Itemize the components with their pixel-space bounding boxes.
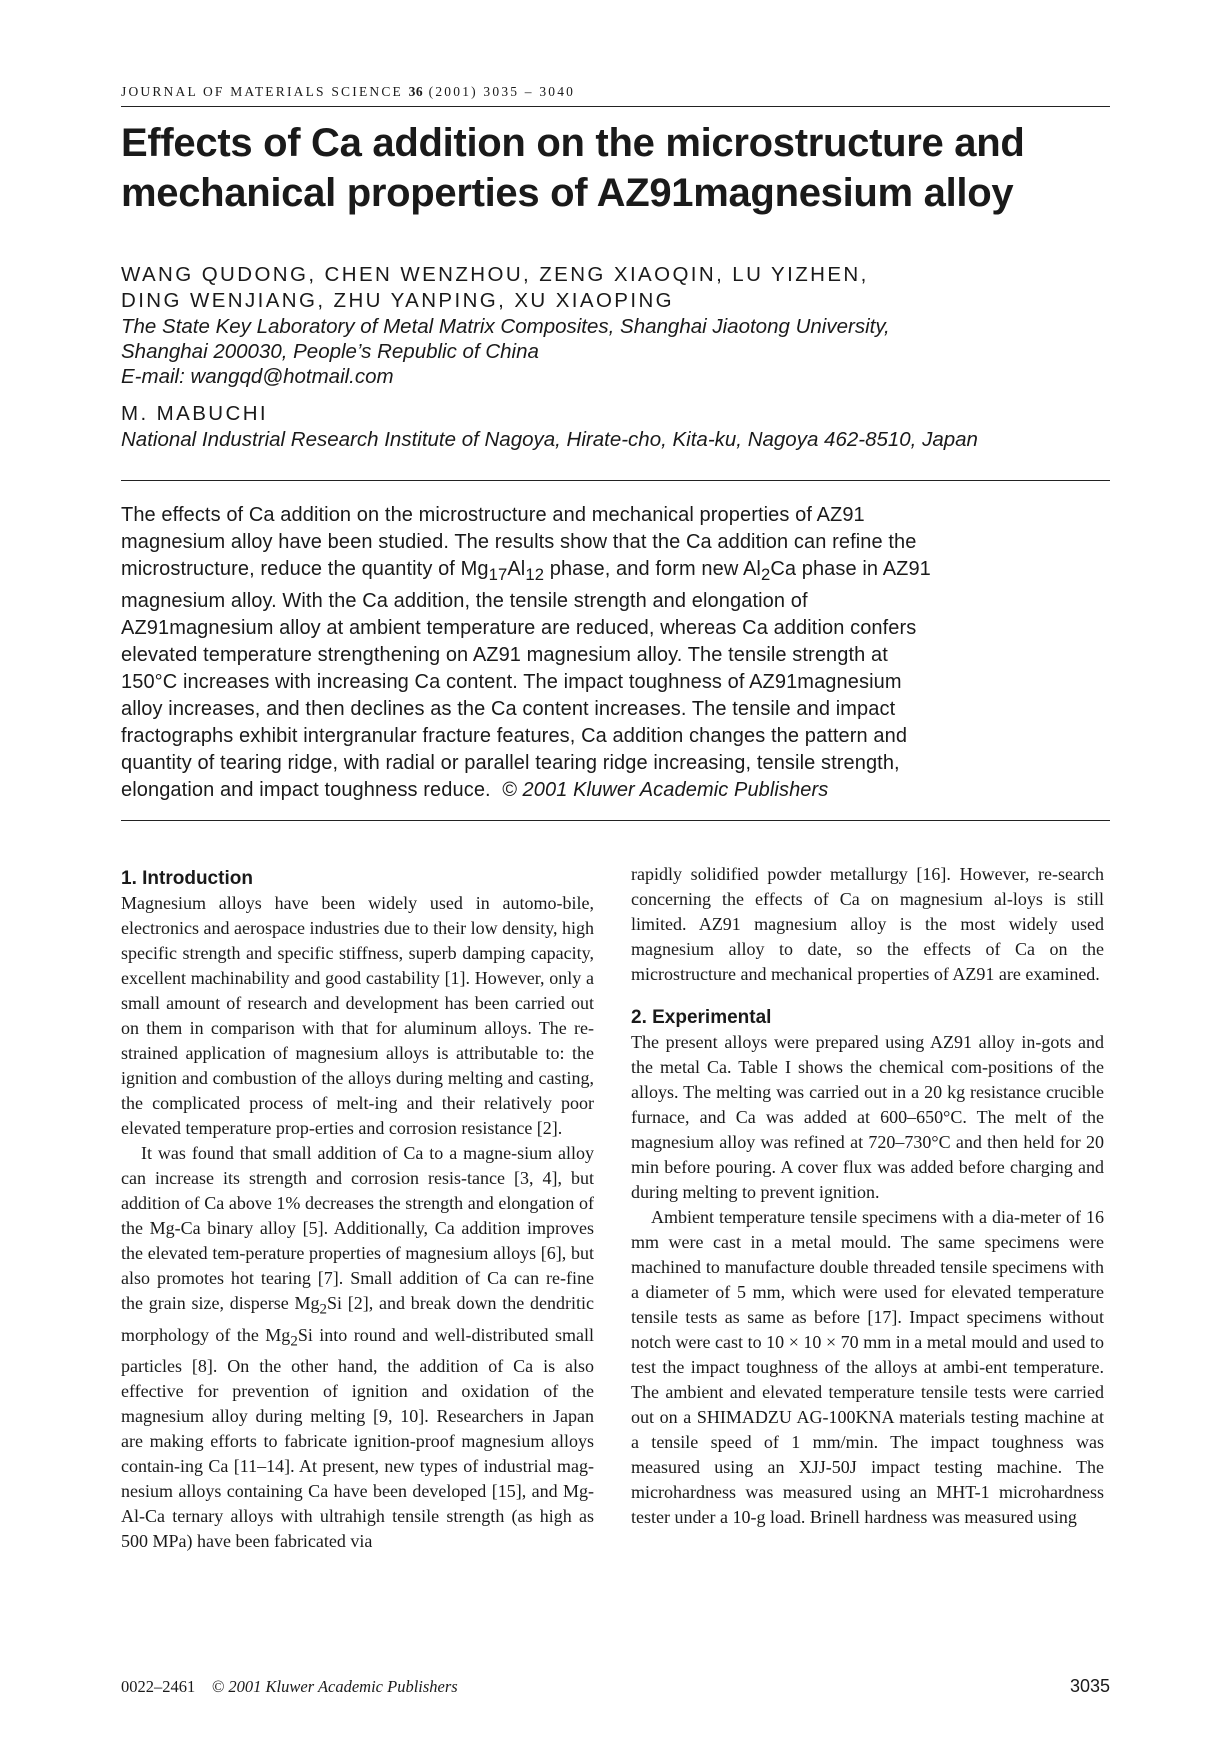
abstract-bottom-divider [121,820,1110,821]
section-heading-experimental: 2. Experimental [631,1007,772,1028]
abstract-line: magnesium alloy. With the Ca addition, the tensile strength and elongation of [121,590,808,612]
journal-volume: 36 [408,84,424,99]
abstract-top-divider [121,480,1110,481]
abstract-line: quantity of tearing ridge, with radial or parallel tearing ridge increasing, tensile strength, [121,752,900,774]
affiliation-line: The State Key Laboratory of Metal Matrix Composites, Shanghai Jiaotong University, [121,315,890,338]
body-paragraph: It was found that small addition of Ca to a magne-sium alloy can increase its strength and corrosion resis-tance [3, 4], but addition of Ca above 1% decreases the strength and elongation of the Mg-Ca binary alloy [5]. Additionally, Ca addition improves the elevated tem-perature properties of magnesium alloys [6], but also promotes hot tearing [7]. Small addition of Ca can re-fine the grain size, disperse $Mg_2Si$ [2], and break down the dendritic morphology of the $Mg_2Si$ into round and well-distributed small particles [8]. On the other hand, the addition of Ca is also effective for prevention of ignition and oxidation of the magnesium alloy during melting [9, 10]. Researchers in Japan are making efforts to fabricate ignition-proof magnesium alloys contain-ing Ca [11–14]. At present, new types of industrial mag-nesium alloys containing Ca have been developed [15], and Mg-Al-Ca ternary alloys with ultrahigh tensile strength (as high as 500 MPa) have been fabricated via [121,1143,594,1552]
section-heading-introduction: 1. Introduction [121,868,253,889]
body-paragraph: The present alloys were prepared using AZ91 alloy in-gots and the metal Ca. Table I shows the chemical com-positions of the alloys. The melting was carried out in a 20 kg resistance crucible furnace, and Ca was added at 600–650°C. The melt of the magnesium alloy was refined at 720–730°C and then held for 20 min before pouring. A cover flux was added before charging and during melting to prevent ignition. [631,1032,1104,1202]
abstract-line: AZ91magnesium alloy at ambient temperature are reduced, whereas Ca addition confers [121,617,917,639]
title-line: Effects of Ca addition on the microstructure and [121,121,1025,165]
abstract-line: 150°C increases with increasing Ca content. The impact toughness of AZ91magnesium [121,671,902,693]
footer-issn: 0022–2461 [121,1677,196,1696]
abstract-line: The effects of Ca addition on the microstructure and mechanical properties of AZ91 [121,504,865,526]
footer-publisher: © 2001 Kluwer Academic Publishers [211,1677,458,1696]
abstract-line: elevated temperature strengthening on AZ91 magnesium alloy. The tensile strength at [121,644,888,666]
affiliation-line: Shanghai 200030, People’s Republic of China [121,340,539,363]
author-list [121,262,1110,314]
body-paragraph: Magnesium alloys have been widely used in automo-bile, electronics and aerospace industries due to their low density, high specific strength and specific stiffness, superb damping capacity, excellent machinability and good castability [1]. However, only a small amount of research and development has been carried out on them in comparison with that for aluminum alloys. The re-strained application of magnesium alloys is attributable to: the ignition and combustion of the alloys during melting and casting, the complicated process of melt-ing and their relatively poor elevated temperature prop-erties and corrosion resistance [2]. [121,893,594,1138]
header-divider [121,106,1110,107]
left-column [121,866,594,1554]
author-line: DING WENJIANG, ZHU YANPING, XU XIAOPING [121,289,675,312]
right-column [631,862,1104,1530]
running-header [121,84,1110,100]
paper-title [121,118,1110,218]
second-affiliation: National Industrial Research Institute of Nagoya, Hirate-cho, Kita-ku, Nagoya 462-8510, Japan [121,428,978,451]
body-paragraph: rapidly solidified powder metallurgy [16]. However, re-search concerning the effects of Ca on magnesium al-loys is still limited. AZ91 magnesium alloy is the most widely used magnesium alloy to date, so the effects of Ca on the microstructure and mechanical properties of AZ91 are examined. [631,864,1104,984]
abstract-line: microstructure, reduce the quantity of $Mg_{17}Al_{12}$ phase, and form new $Al_2Ca$ phase in AZ91 [121,558,931,584]
abstract-line: fractographs exhibit intergranular fracture features, Ca addition changes the pattern and [121,725,908,747]
abstract-line: alloy increases, and then declines as the Ca content increases. The tensile and impact [121,698,896,720]
title-line: mechanical properties of AZ91magnesium alloy [121,171,1014,215]
page-number: 3035 [1069,1676,1110,1696]
footer-issn-publisher [121,1677,458,1697]
abstract-copyright: © 2001 Kluwer Academic Publishers [502,779,829,801]
journal-name: JOURNAL OF MATERIALS SCIENCE [121,84,403,99]
abstract-line: elongation and impact toughness reduce. © 2001 Kluwer Academic Publishers [121,779,829,801]
abstract-line: magnesium alloy have been studied. The results show that the Ca addition can refine the [121,531,917,553]
abstract [121,502,1110,804]
body-paragraph: Ambient temperature tensile specimens with a dia-meter of 16 mm were cast in a metal mould. The same specimens were machined to manufacture double threaded tensile specimens with a diameter of 5 mm, which were used for elevated temperature tensile tests as same as before [17]. Impact specimens without notch were cast to 10 × 10 × 70 mm in a metal mould and used to test the impact toughness of the alloys at ambi-ent temperature. The ambient and elevated temperature tensile tests were carried out on a SHIMADZU AG-100KNA materials testing machine at a tensile speed of 1 mm/min. The impact toughness was measured using an XJJ-50J impact testing machine. The microhardness was measured using an MHT-1 microhardness tester under a 10-g load. Brinell hardness was measured using [631,1207,1104,1527]
journal-year-pages: (2001) 3035 – 3040 [428,84,576,99]
affiliation [121,314,1110,389]
author-line: WANG QUDONG, CHEN WENZHOU, ZENG XIAOQIN, LU YIZHEN, [121,263,869,286]
author-email: E-mail: wangqd@hotmail.com [121,365,394,388]
second-author: M. MABUCHI [121,402,268,425]
